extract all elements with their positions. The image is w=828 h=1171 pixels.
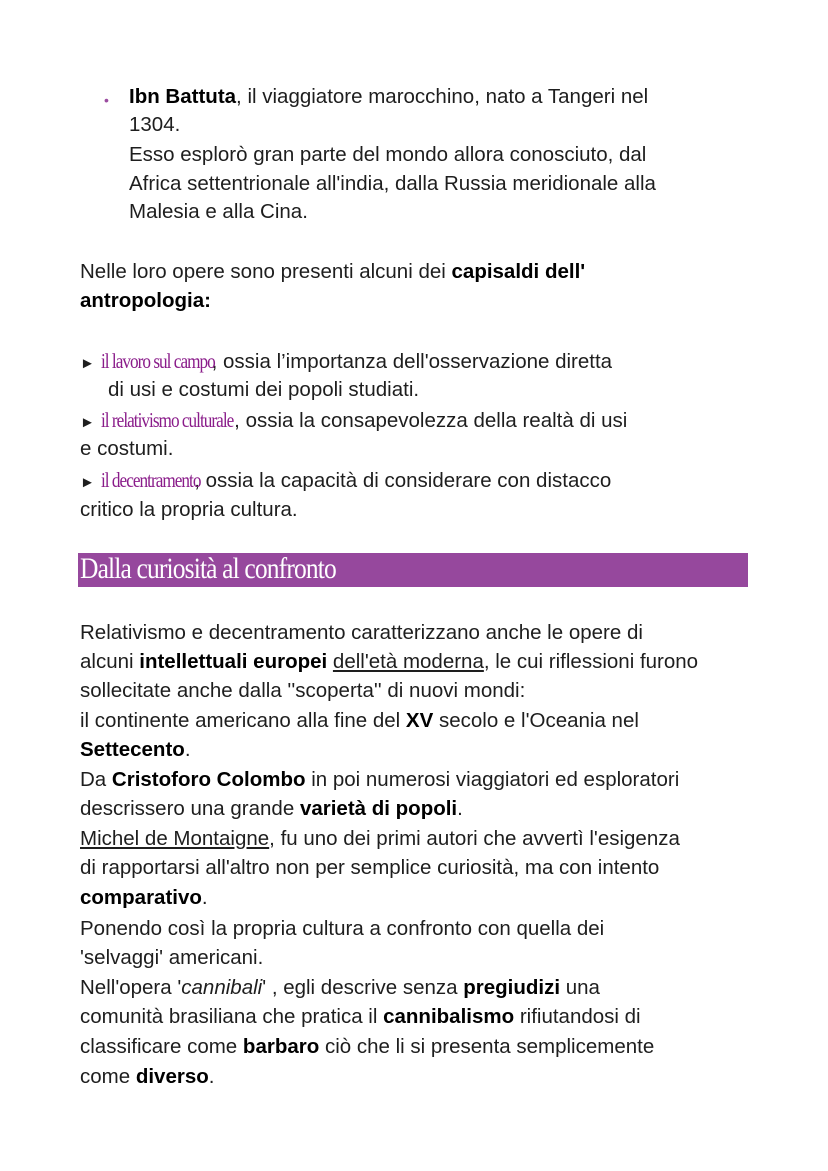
bold-text: pregiudizi [463,976,561,999]
text-line [80,854,659,882]
text-segment: di rapportarsi all'altro non per semplice curiosità, ma con intento [80,856,660,879]
text-segment: Nelle loro opere sono presenti alcuni dei [80,260,452,283]
text-segment: Malesia e alla Cina. [129,200,308,223]
section-heading-banner [78,553,748,587]
text-line [80,677,525,705]
text-segment: ' , egli descrive senza [262,976,464,999]
text-line [80,258,585,286]
text-segment: ciò che li si presenta semplicemente [319,1035,655,1058]
bold-text: barbaro [242,1035,320,1058]
text-segment: Esso esplorò gran parte del mondo allora conosciuto, dal [129,143,647,166]
text-line [80,825,680,853]
text-segment: Nell'opera ' [80,976,182,999]
text-line [80,435,173,463]
bold-text: XV [405,709,434,732]
text-segment: . [208,1065,215,1088]
text-line [80,766,679,794]
text-line [80,287,211,315]
bold-text: capisaldi dell' [451,260,586,283]
text-line [80,1063,214,1091]
text-segment: Africa settentrionale all'india, dalla Russia meridionale alla [129,172,656,195]
arrow-bullet-icon: ► [80,355,95,372]
bold-text: intellettuali europei [139,650,328,673]
text-segment: 'selvaggi' americani. [80,946,264,969]
text-line [80,648,698,676]
bold-text: comparativo [80,886,202,909]
text-line [80,707,639,735]
text-segment: comunità brasiliana che pratica il [80,1005,384,1028]
text-line [129,198,308,226]
text-segment: , fu uno dei primi autori che avvertì l'esigenza [269,827,680,850]
text-line [80,736,191,764]
text-line [80,347,612,378]
text-segment: , il viaggiatore marocchino, nato a Tangeri nel [236,85,649,108]
text-line [80,1033,654,1061]
text-segment: alcuni [80,650,140,673]
text-segment: e costumi. [80,437,174,460]
text-line [80,466,611,497]
text-line [108,376,419,404]
text-line [80,915,604,943]
text-segment: sollecitate anche dalla ''scoperta'' di nuovi mondi: [80,679,526,702]
text-segment: Relativismo e decentramento caratterizzano anche le opere di [80,621,643,644]
text-line [80,496,298,524]
text-segment: di usi e costumi dei popoli studiati. [108,378,420,401]
text-segment: . [201,886,208,909]
key-term: il decentramento [100,468,201,492]
text-line [129,170,656,198]
text-line [80,944,263,972]
underlined-text: Michel de Montaigne [80,827,270,850]
text-line [80,1003,641,1031]
text-segment: descrissero una grande [80,797,300,820]
text-segment: il continente americano alla fine del [80,709,406,732]
text-line [129,83,648,111]
bold-text: varietà di popoli [299,797,458,820]
bullet-icon: • [104,92,109,108]
text-segment: una [560,976,600,999]
text-segment: . [184,738,191,761]
text-line [80,884,208,912]
text-segment: come [80,1065,136,1088]
bold-text: Ibn Battuta [129,85,237,108]
section-heading: Dalla curiosità al confronto [80,552,336,585]
text-segment: , ossia la capacità di considerare con distacco [194,469,612,492]
key-term: il lavoro sul campo [100,349,215,373]
key-term: il relativismo culturale [100,408,234,432]
underlined-text: dell'età moderna [332,650,484,673]
text-segment: 1304. [129,113,181,136]
arrow-bullet-icon: ► [80,414,95,431]
text-segment: . [457,797,463,820]
text-segment: , ossia la consapevolezza della realtà di usi [234,409,628,432]
text-segment: in poi numerosi viaggiatori ed esploratori [305,768,680,791]
text-segment: Da [80,768,112,791]
text-segment: rifiutandosi di [514,1005,641,1028]
arrow-bullet-icon: ► [80,474,95,491]
text-line [80,619,643,647]
text-line [129,141,646,169]
bold-text: cannibalismo [383,1005,515,1028]
bold-text: diverso [135,1065,209,1088]
text-segment: classificare come [80,1035,243,1058]
text-segment: critico la propria cultura. [80,498,298,521]
bold-text: Cristoforo Colombo [111,768,306,791]
text-line [80,406,627,437]
text-segment: cannibali [181,976,263,999]
text-segment: , le cui riflessioni furono [483,650,699,673]
text-line [80,974,600,1002]
text-line [129,111,180,139]
text-segment: Ponendo così la propria cultura a confronto con quella dei [80,917,605,940]
bold-text: antropologia: [80,289,211,312]
text-segment: , ossia l’importanza dell'osservazione diretta [211,350,613,373]
text-line [80,795,463,823]
bold-text: Settecento [80,738,185,761]
text-segment: secolo e l'Oceania nel [433,709,639,732]
